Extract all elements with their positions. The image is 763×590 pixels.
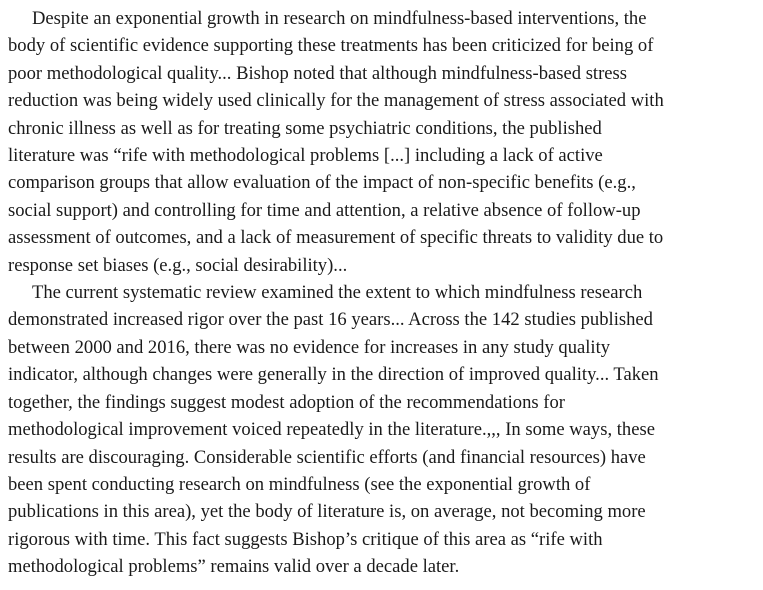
text-line: chronic illness as well as for treating some psychiatric conditions, the published — [8, 117, 602, 139]
paragraph-2 — [8, 279, 760, 580]
text-line: response set biases (e.g., social desirability)... — [8, 254, 348, 276]
text-line: methodological problems” remains valid over a decade later. — [8, 556, 460, 578]
text-line: rigorous with time. This fact suggests Bishop’s critique of this area as “rife with — [8, 528, 603, 550]
text-line: results are discouraging. Considerable scientific efforts (and financial resources) have — [8, 446, 646, 468]
text-line: Despite an exponential growth in research on mindfulness-based interventions, the — [32, 8, 647, 29]
text-line: assessment of outcomes, and a lack of measurement of specific threats to validity due to — [8, 227, 664, 249]
text-line: indicator, although changes were generally in the direction of improved quality... Taken — [8, 364, 659, 386]
document-body — [8, 5, 760, 581]
text-line: demonstrated increased rigor over the past 16 years... Across the 142 studies published — [8, 309, 653, 331]
text-line: social support) and controlling for time and attention, a relative absence of follow-up — [8, 199, 641, 221]
text-line: comparison groups that allow evaluation of the impact of non-specific benefits (e.g., — [8, 172, 636, 194]
text-line: body of scientific evidence supporting these treatments has been criticized for being of — [8, 35, 654, 57]
text-line: publications in this area), yet the body of literature is, on average, not becoming more — [8, 501, 646, 523]
text-line: between 2000 and 2016, there was no evidence for increases in any study quality — [8, 336, 611, 358]
text-line: been spent conducting research on mindfulness (see the exponential growth of — [8, 473, 591, 495]
text-line: poor methodological quality... Bishop noted that although mindfulness-based stress — [8, 62, 628, 84]
text-line: literature was “rife with methodological problems [...] including a lack of active — [8, 145, 603, 167]
text-line: reduction was being widely used clinically for the management of stress associated with — [8, 90, 664, 112]
paragraph-1 — [8, 5, 760, 279]
text-line: methodological improvement voiced repeatedly in the literature.,,, In some ways, these — [8, 419, 655, 441]
text-line: The current systematic review examined the extent to which mindfulness research — [32, 282, 643, 304]
text-line: together, the findings suggest modest adoption of the recommendations for — [8, 391, 565, 413]
